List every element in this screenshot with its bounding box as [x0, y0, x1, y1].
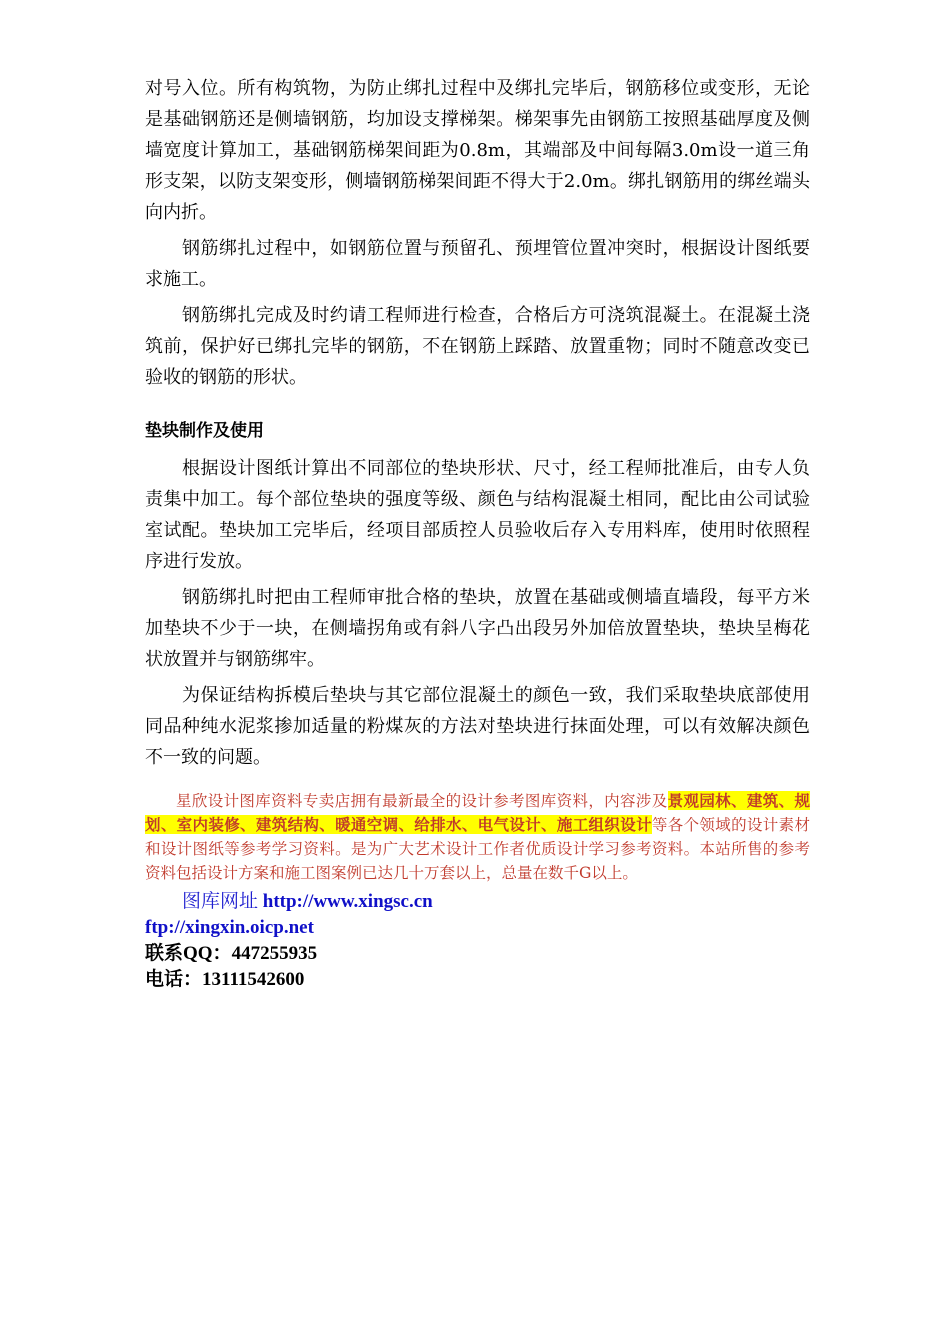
qq-number: 447255935 [231, 943, 318, 964]
page-content [145, 70, 810, 993]
paragraph-spacer-color: 为保证结构拆模后垫块与其它部位混凝土的颜色一致，我们采取垫块底部使用同品种纯水泥浆掺加适量的粉煤灰的方法对垫块进行抹面处理，可以有效解决颜色不一致的问题。 [145, 685, 810, 768]
site-line [145, 889, 810, 915]
phone-number: 13111542600 [202, 969, 305, 990]
section-heading: 垫块制作及使用 [145, 421, 264, 441]
ftp-link[interactable]: ftp://xingxin.oicp.net [145, 917, 314, 938]
phone-line [145, 967, 810, 993]
site-link[interactable]: http://www.xingsc.cn [262, 891, 433, 912]
qq-line [145, 941, 810, 967]
phone-label: 电话： [145, 969, 203, 990]
paragraph-spacer-placement: 钢筋绑扎时把由工程师审批合格的垫块，放置在基础或侧墙直墙段，每平方米加垫块不少于一块，在侧墙拐角或有斜八字凸出段另外加倍放置垫块，垫块呈梅花状放置并与钢筋绑牢。 [145, 587, 810, 670]
paragraph-rebar-support: 对号入位。所有构筑物，为防止绑扎过程中及绑扎完毕后，钢筋移位或变形，无论是基础钢筋还是侧墙钢筋，均加设支撑梯架。梯架事先由钢筋工按照基础厚度及侧墙宽度计算加工，基础钢筋梯架间距为0.8m，其端部及中间每隔3.0m设一道三角形支架，以防支架变形，侧墙钢筋梯架间距不得大于2.0m。绑扎钢筋用的绑丝端头向内折。 [145, 78, 810, 223]
paragraph-spacer-making: 根据设计图纸计算出不同部位的垫块形状、尺寸，经工程师批准后，由专人负责集中加工。每个部位垫块的强度等级、颜色与结构混凝土相同，配比由公司试验室试配。垫块加工完毕后，经项目部质控人员验收后存入专用料库，使用时依照程序进行发放。 [145, 458, 810, 572]
paragraph-rebar-conflict: 钢筋绑扎过程中，如钢筋位置与预留孔、预埋管位置冲突时，根据设计图纸要求施工。 [145, 238, 810, 290]
advertisement-text [145, 789, 810, 885]
ad-text-after: 等各个领域的设计素材和设计图纸等参考学习资料。是为广大艺术设计工作者优质设计学习参考资料。本站所售的参考资料包括设计方案和施工图案例已达几十万套以上，总量在数千G以上。 [145, 816, 810, 882]
ad-highlight: 景观园林、建筑、规划、室内装修、建筑结构、暖通空调、给排水、电气设计、施工组织设计 [145, 791, 810, 834]
site-label: 图库网址 [182, 891, 259, 912]
paragraph-rebar-inspection: 钢筋绑扎完成及时约请工程师进行检查，合格后方可浇筑混凝土。在混凝土浇筑前，保护好已绑扎完毕的钢筋，不在钢筋上踩踏、放置重物；同时不随意改变已验收的钢筋的形状。 [145, 305, 810, 388]
qq-label: 联系QQ： [145, 943, 232, 964]
ftp-line [145, 915, 810, 941]
ad-text-before: 星欣设计图库资料专卖店拥有最新最全的设计参考图库资料，内容涉及 [176, 792, 668, 810]
